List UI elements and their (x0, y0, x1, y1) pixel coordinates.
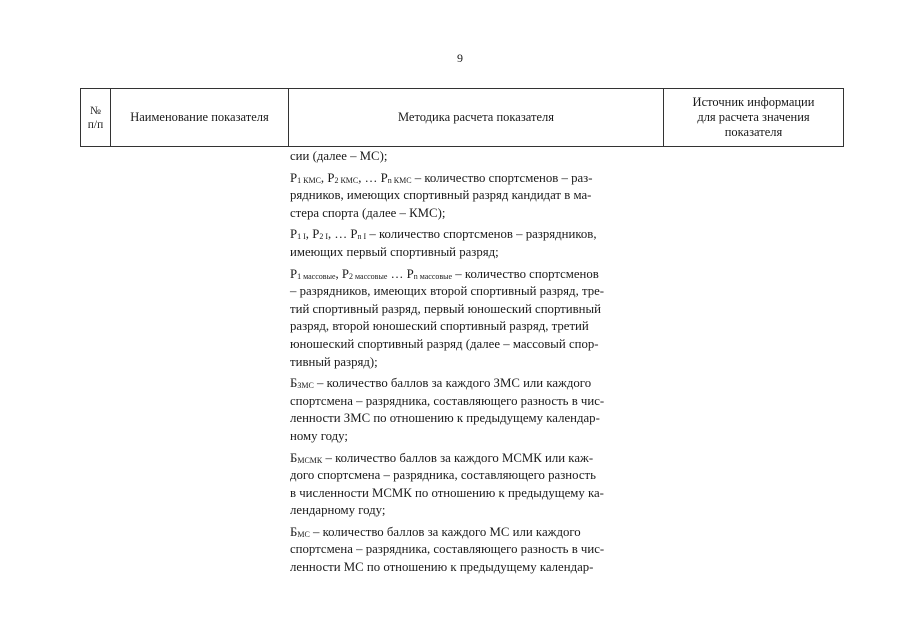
text-line: рядников, имеющих спортивный разряд кандидат в ма- (290, 188, 592, 203)
text-line: ленности ЗМС по отношению к предыдущему календар- (290, 411, 600, 426)
text-line: юношеский спортивный разряд (далее – массовый спор- (290, 336, 599, 351)
header-col-source-line-3: показателя (724, 125, 783, 139)
para-ms-end (290, 148, 662, 166)
text-line: $Б_{МС}$ – количество баллов за каждого МС или каждого (290, 524, 581, 539)
text-line: $Р_{1 I}$, $Р_{2 I}$, … $Р_{n I}$ – количество спортсменов – разрядников, (290, 227, 597, 242)
header-col-method (289, 89, 663, 146)
text-line: $Р_{1 массовые}$, $Р_{2 массовые}$ … $Р_{n массовые}$ – количество спортсменов (290, 266, 599, 281)
text-line: ному году; (290, 428, 348, 443)
header-col-name (111, 89, 288, 146)
text-line: спортсмена – разрядника, составляющего разность в чис- (290, 542, 605, 557)
para-points-ms (290, 524, 662, 577)
header-col-number-line-1: № (90, 104, 101, 117)
text-line: $Р_{1 КМС}$, $Р_{2 КМС}$, … $Р_{n КМС}$ – количество спортсменов – раз- (290, 170, 593, 185)
text-line: ленности МС по отношению к предыдущему календар- (290, 560, 594, 575)
text-line: – разрядников, имеющих второй спортивный разряд, тре- (290, 284, 605, 299)
text-line: в численности МСМК по отношению к предыдущему ка- (290, 485, 604, 500)
header-bottom-border (80, 146, 844, 147)
header-col-source (664, 89, 843, 146)
header-col-source-line-1: Источник информации (692, 95, 815, 109)
header-col-number (81, 89, 110, 146)
header-col-number-line-2: п/п (87, 118, 104, 131)
para-mass-rank (290, 266, 662, 372)
text-line: имеющих первый спортивный разряд; (290, 244, 499, 259)
page-number: 9 (457, 51, 463, 65)
text-line: спортсмена – разрядника, составляющего разность в чис- (290, 393, 605, 408)
text-line: дого спортсмена – разрядника, составляющего разность (290, 468, 596, 483)
para-points-msmk (290, 450, 662, 520)
header-col-name-text: Наименование показателя (130, 110, 269, 124)
text-line: тивный разряд); (290, 354, 378, 369)
header-col-source-line-2: для расчета значения (697, 110, 810, 124)
header-col-method-text: Методика расчета показателя (397, 110, 555, 124)
para-points-zms (290, 375, 662, 445)
header-right-border (843, 88, 844, 147)
text-line: $Б_{МСМК}$ – количество баллов за каждого МСМК или каж- (290, 450, 594, 465)
text-line: $Б_{ЗМС}$ – количество баллов за каждого ЗМС или каждого (290, 376, 592, 391)
methodology-text (290, 148, 662, 581)
text-line: лендарному году; (290, 503, 386, 518)
text-line: тий спортивный разряд, первый юношеский спортивный (290, 301, 601, 316)
text-line: разряд, второй юношеский спортивный разряд, третий (290, 319, 589, 334)
text-line: сии (далее – МС); (290, 149, 388, 163)
text-line: стера спорта (далее – КМС); (290, 205, 446, 220)
para-first-rank (290, 226, 662, 261)
para-kms (290, 170, 662, 223)
